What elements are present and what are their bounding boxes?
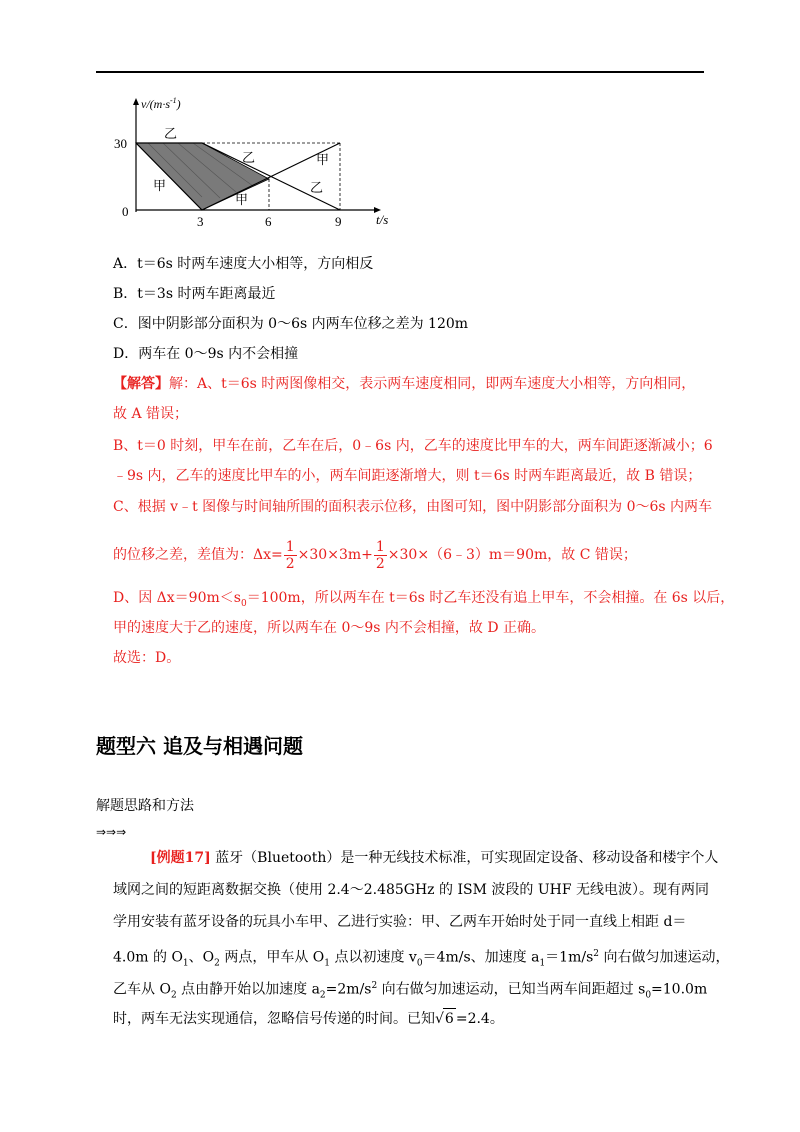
- answer-line-3: B、t＝0 时刻，甲车在前，乙车在后，0﹣6s 内，乙车的速度比甲车的大，两车间距逐渐减小；6: [113, 438, 713, 454]
- answer-line-6: 的位移之差，差值为：Δx= $\frac{1}{2}$ ×30×3m+ $\frac{1}{2}$ ×30×（6﹣3）m＝90m，故 C 错误；: [113, 538, 637, 572]
- y-tick-30: 30: [114, 136, 127, 151]
- fraction-half-1: $\frac{1}{2}$: [285, 538, 295, 572]
- option-c: C．图中阴影部分面积为 0～6s 内两车位移之差为 120m: [113, 316, 469, 332]
- option-b: B．t＝3s 时两车距离最近: [113, 286, 276, 302]
- example-line-3: 学用安装有蓝牙设备的玩具小车甲、乙进行实验：甲、乙两车开始时处于同一直线上相距 d＝: [113, 914, 687, 930]
- x-tick-9: 9: [335, 214, 342, 229]
- section-heading: 题型六 追及与相遇问题: [96, 734, 303, 758]
- example-line-1: [例题17] 蓝牙（Bluetooth）是一种无线技术标准，可实现固定设备、移动设备和楼宇个人: [150, 850, 719, 866]
- y-axis-arrow: [133, 98, 139, 105]
- origin-label: 0: [122, 204, 129, 219]
- answer-line-8: 甲的速度大于乙的速度，所以两车在 0～9s 内不会相撞，故 D 正确。: [113, 620, 546, 636]
- header-rule: [96, 71, 704, 73]
- answer-line-7: D、因 $\Delta x=90m<s_0=100m$，所以两车在 t＝6s 时乙车还没有追上甲车，不会相撞。在 6s 以后，: [113, 590, 735, 609]
- label-jia-bottom: 甲: [235, 193, 249, 208]
- label-yi-right: 乙: [310, 181, 324, 196]
- x-axis-label: t/s: [376, 212, 389, 227]
- answer-line-2: 故 A 错误；: [113, 406, 189, 422]
- fraction-half-2: $\frac{1}{2}$: [375, 538, 385, 572]
- arrows-marker: ⇒⇒⇒: [96, 825, 127, 839]
- answer-tag: 【解答】: [113, 376, 169, 392]
- answer-line-5: C、根据 v﹣t 图像与时间轴所围的面积表示位移，由图可知，图中阴影部分面积为 0～6s 内两车: [113, 499, 713, 515]
- option-d: D．两车在 0～9s 内不会相撞: [113, 346, 299, 362]
- example-line-5: 乙车从 $O_2$ 点由静开始以加速度 $a_2=2m/s^2$ 向右做匀加速运动，已知当两车间距超过 $s_0=10.0m$: [113, 981, 708, 1001]
- example-line-6: 时，两车无法实现通信，忽略信号传递的时间。已知√6 =2.4。: [113, 1008, 504, 1029]
- sqrt-symbol: √: [435, 1011, 444, 1027]
- example-line-2: 域网之间的短距离数据交换（使用 2.4～2.485GHz 的 ISM 波段的 UHF 无线电波）。现有两同: [113, 882, 709, 898]
- y-axis-label: $v/(m\cdot s^{-1})$: [141, 96, 181, 111]
- example-tag: [例题17]: [150, 850, 211, 866]
- answer-line-9: 故选：D。: [113, 650, 181, 666]
- answer-line-1: 【解答】解：A、t＝6s 时两图像相交，表示两车速度相同，即两车速度大小相等，方向相同，: [113, 376, 696, 392]
- sqrt-radicand: 6: [443, 1008, 456, 1029]
- option-a: A．t＝6s 时两车速度大小相等，方向相反: [113, 256, 374, 272]
- example-line-4: 4.0m 的 $O_1$、$O_2$ 两点，甲车从 $O_1$ 点以初速度 $v_0=4m/s$、加速度 $a_1=1m/s^2$ 向右做匀加速运动，: [113, 949, 730, 969]
- label-yi-mid: 乙: [242, 151, 256, 166]
- label-jia-left: 甲: [153, 179, 167, 194]
- x-tick-3: 3: [197, 214, 204, 229]
- label-yi-top: 乙: [164, 127, 178, 142]
- answer-line-4: ﹣9s 内，乙车的速度比甲车的小，两车间距逐渐增大，则 t＝6s 时两车距离最近，故 B 错误；: [113, 468, 702, 484]
- vt-graph: [108, 92, 408, 232]
- label-jia-right: 甲: [316, 153, 330, 168]
- section-subheading: 解题思路和方法: [96, 798, 194, 814]
- x-tick-6: 6: [265, 214, 272, 229]
